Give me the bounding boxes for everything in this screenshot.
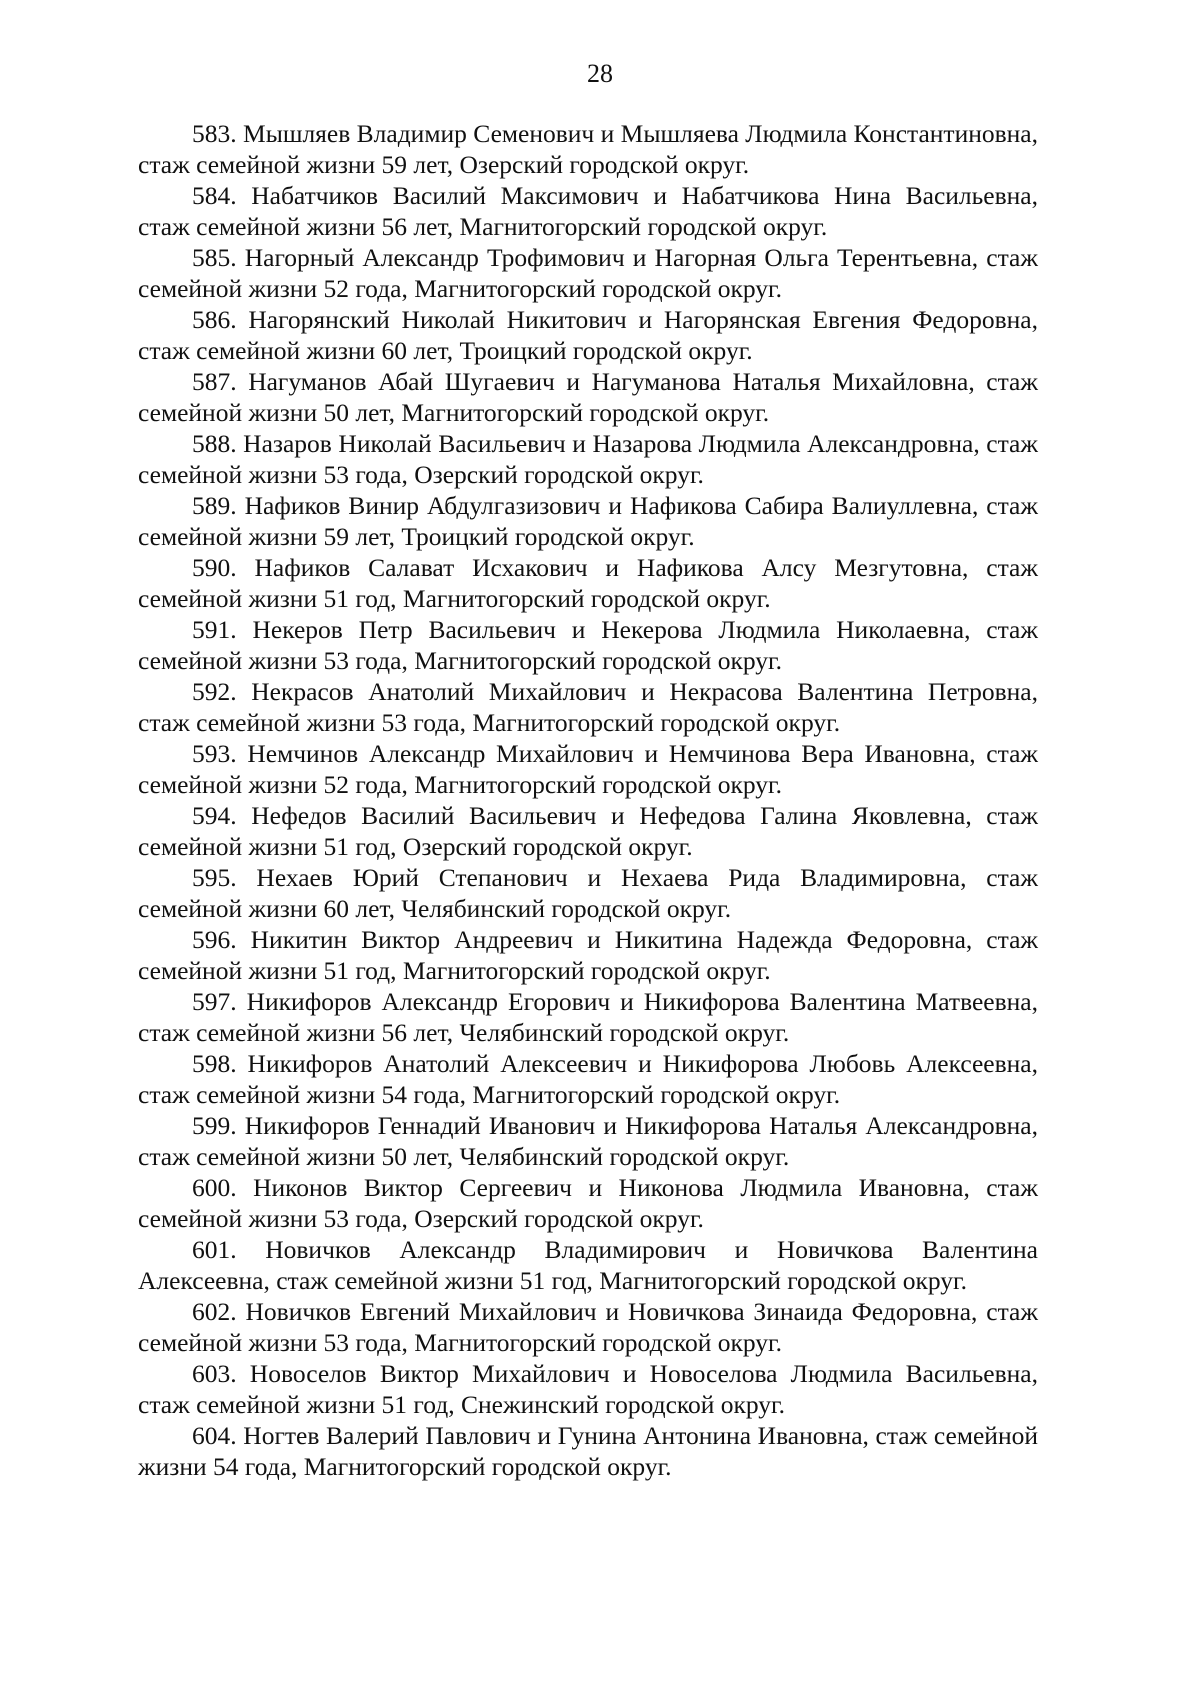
list-item: 592. Некрасов Анатолий Михайлович и Некрасова Валентина Петровна, стаж семейной жизни 53 года, Магнитогорский городской округ. xyxy=(138,677,1038,737)
list-item: 597. Никифоров Александр Егорович и Никифорова Валентина Матвеевна, стаж семейной жизни 56 лет, Челябинский городской округ. xyxy=(138,987,1038,1047)
list-item: 601. Новичков Александр Владимирович и Новичкова Валентина Алексеевна, стаж семейной жизни 51 год, Магнитогорский городской округ. xyxy=(138,1235,1038,1295)
list-item: 596. Никитин Виктор Андреевич и Никитина Надежда Федоровна, стаж семейной жизни 51 год, Магнитогорский городской округ. xyxy=(138,925,1038,985)
list-item: 587. Нагуманов Абай Шугаевич и Нагуманова Наталья Михайловна, стаж семейной жизни 50 лет, Магнитогорский городской округ. xyxy=(138,367,1038,427)
list-item: 595. Нехаев Юрий Степанович и Нехаева Рида Владимировна, стаж семейной жизни 60 лет, Челябинский городской округ. xyxy=(138,863,1038,923)
list-item: 589. Нафиков Винир Абдулгазизович и Нафикова Сабира Валиуллевна, стаж семейной жизни 59 лет, Троицкий городской округ. xyxy=(138,491,1038,551)
page-number: 28 xyxy=(587,59,613,88)
list-item: 585. Нагорный Александр Трофимович и Нагорная Ольга Терентьевна, стаж семейной жизни 52 года, Магнитогорский городской округ. xyxy=(138,243,1038,303)
list-item: 598. Никифоров Анатолий Алексеевич и Никифорова Любовь Алексеевна, стаж семейной жизни 54 года, Магнитогорский городской округ. xyxy=(138,1049,1038,1109)
list-item: 603. Новоселов Виктор Михайлович и Новоселова Людмила Васильевна, стаж семейной жизни 51 год, Снежинский городской округ. xyxy=(138,1359,1038,1419)
list-item: 586. Нагорянский Николай Никитович и Нагорянская Евгения Федоровна, стаж семейной жизни 60 лет, Троицкий городской округ. xyxy=(138,305,1038,365)
list-item: 600. Никонов Виктор Сергеевич и Никонова Людмила Ивановна, стаж семейной жизни 53 года, Озерский городской округ. xyxy=(138,1173,1038,1233)
list-item: 604. Ногтев Валерий Павлович и Гунина Антонина Ивановна, стаж семейной жизни 54 года, Магнитогорский городской округ. xyxy=(138,1421,1038,1481)
list-item: 594. Нефедов Василий Васильевич и Нефедова Галина Яковлевна, стаж семейной жизни 51 год, Озерский городской округ. xyxy=(138,801,1038,861)
list-item: 602. Новичков Евгений Михайлович и Новичкова Зинаида Федоровна, стаж семейной жизни 53 года, Магнитогорский городской округ. xyxy=(138,1297,1038,1357)
list-item: 583. Мышляев Владимир Семенович и Мышляева Людмила Константиновна, стаж семейной жизни 59 лет, Озерский городской округ. xyxy=(138,119,1038,179)
list-item: 584. Набатчиков Василий Максимович и Набатчикова Нина Васильевна, стаж семейной жизни 56 лет, Магнитогорский городской округ. xyxy=(138,181,1038,241)
list-item: 593. Немчинов Александр Михайлович и Немчинова Вера Ивановна, стаж семейной жизни 52 года, Магнитогорский городской округ. xyxy=(138,739,1038,799)
list-item: 588. Назаров Николай Васильевич и Назарова Людмила Александровна, стаж семейной жизни 53 года, Озерский городской округ. xyxy=(138,429,1038,489)
list-item: 590. Нафиков Салават Исхакович и Нафикова Алсу Мезгутовна, стаж семейной жизни 51 год, Магнитогорский городской округ. xyxy=(138,553,1038,613)
list-item: 599. Никифоров Геннадий Иванович и Никифорова Наталья Александровна, стаж семейной жизни 50 лет, Челябинский городской округ. xyxy=(138,1111,1038,1171)
list-item: 591. Некеров Петр Васильевич и Некерова Людмила Николаевна, стаж семейной жизни 53 года, Магнитогорский городской округ. xyxy=(138,615,1038,675)
entry-list xyxy=(138,118,1038,1482)
